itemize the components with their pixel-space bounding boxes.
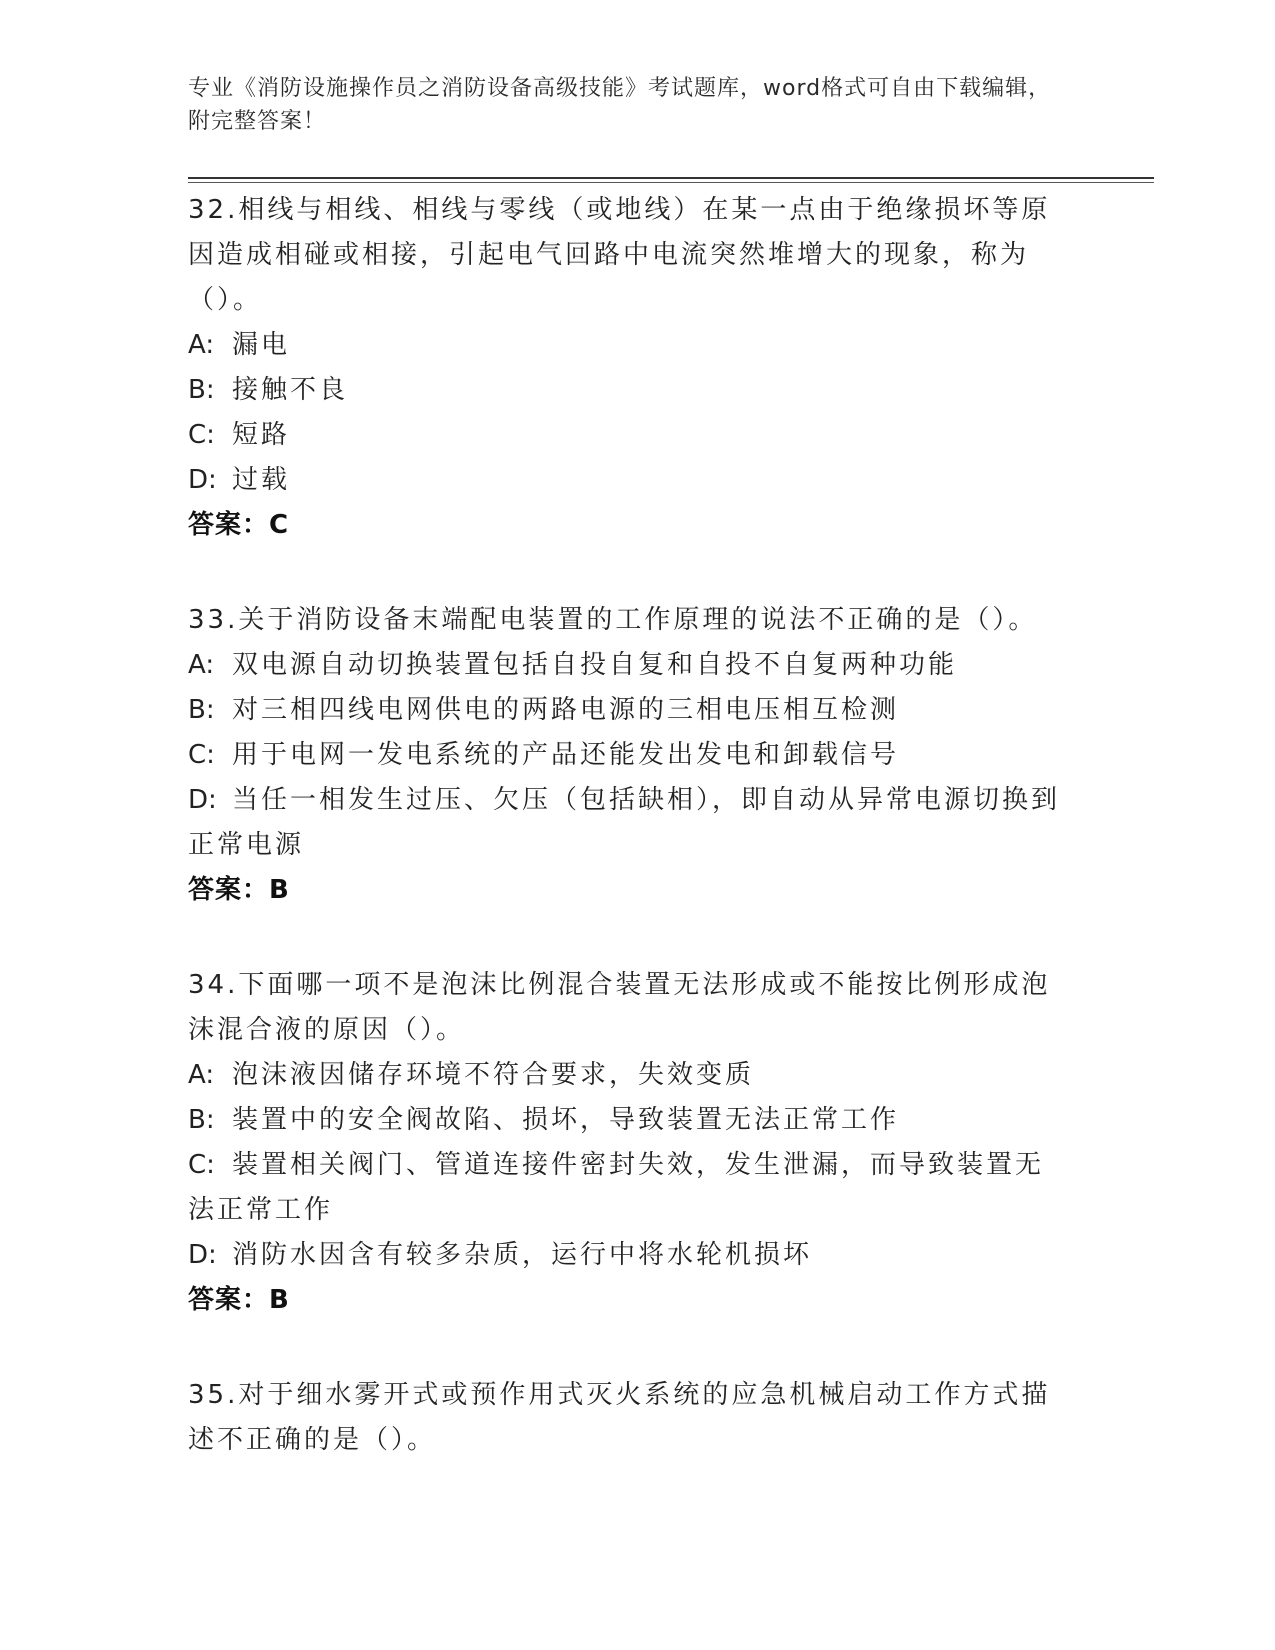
option-text: 接触不良 [232,375,349,405]
option-letter: A: [188,650,215,680]
option-a [188,643,1068,688]
option-letter: D: [188,785,217,815]
option-text: 消防水因含有较多杂质，运行中将水轮机损坏 [232,1240,813,1270]
answer-label: 答案： [188,510,270,540]
option-text: 对三相四线电网供电的两路电源的三相电压相互检测 [232,695,900,725]
option-text: 装置中的安全阀故陷、损坏，导致装置无法正常工作 [232,1105,900,1135]
option-c [188,733,1068,778]
option-a [188,1053,1068,1098]
question-stem: 33.关于消防设备末端配电装置的工作原理的说法不正确的是（）。 [188,605,1038,635]
option-letter: C: [188,420,215,450]
option-b [188,688,1068,733]
option-letter: D: [188,1240,217,1270]
option-letter: D: [188,465,217,495]
answer-label: 答案： [188,1285,270,1315]
option-text: 短路 [232,420,291,450]
question-34 [188,963,1068,1323]
question-33 [188,598,1068,913]
question-32 [188,188,1068,548]
option-letter: B: [188,1105,215,1135]
option-c [188,1143,1068,1233]
option-letter: C: [188,740,215,770]
option-text: 当任一相发生过压、欠压（包括缺相），即自动从异常电源切换到正常电源 [188,785,1061,860]
option-letter: A: [188,1060,215,1090]
option-letter: A: [188,330,215,360]
answer-line [188,1278,1068,1323]
option-letter: B: [188,695,215,725]
answer-value: C [269,510,290,540]
document-header: 专业《消防设施操作员之消防设备高级技能》考试题库，word格式可自由下载编辑，附完整答案！ [188,76,1052,134]
header-rule-thick [188,177,1154,179]
answer-line [188,503,1068,548]
option-c [188,413,1068,458]
answer-label: 答案： [188,875,270,905]
question-35 [188,1373,1068,1463]
question-stem: 34.下面哪一项不是泡沫比例混合装置无法形成或不能按比例形成泡沫混合液的原因（）。 [188,970,1051,1045]
option-text: 装置相关阀门、管道连接件密封失效，发生泄漏，而导致装置无法正常工作 [188,1150,1045,1225]
option-text: 漏电 [232,330,291,360]
option-d [188,458,1068,503]
answer-value: B [269,1285,290,1315]
option-b [188,368,1068,413]
answer-value: B [269,875,290,905]
question-stem: 35.对于细水雾开式或预作用式灭火系统的应急机械启动工作方式描述不正确的是（）。 [188,1380,1051,1455]
option-letter: B: [188,375,215,405]
option-b [188,1098,1068,1143]
option-text: 泡沫液因储存环境不符合要求，失效变质 [232,1060,755,1090]
header-rule-thin [188,182,1154,183]
option-text: 双电源自动切换装置包括自投自复和自投不自复两种功能 [232,650,958,680]
option-a [188,323,1068,368]
option-letter: C: [188,1150,215,1180]
option-text: 过载 [232,465,291,495]
option-d [188,778,1068,868]
option-text: 用于电网一发电系统的产品还能发出发电和卸载信号 [232,740,900,770]
question-stem: 32.相线与相线、相线与零线（或地线）在某一点由于绝缘损坏等原因造成相碰或相接，引起电气回路中电流突然堆增大的现象，称为（）。 [188,195,1051,315]
question-list [188,188,1068,1513]
option-d [188,1233,1068,1278]
answer-line [188,868,1068,913]
